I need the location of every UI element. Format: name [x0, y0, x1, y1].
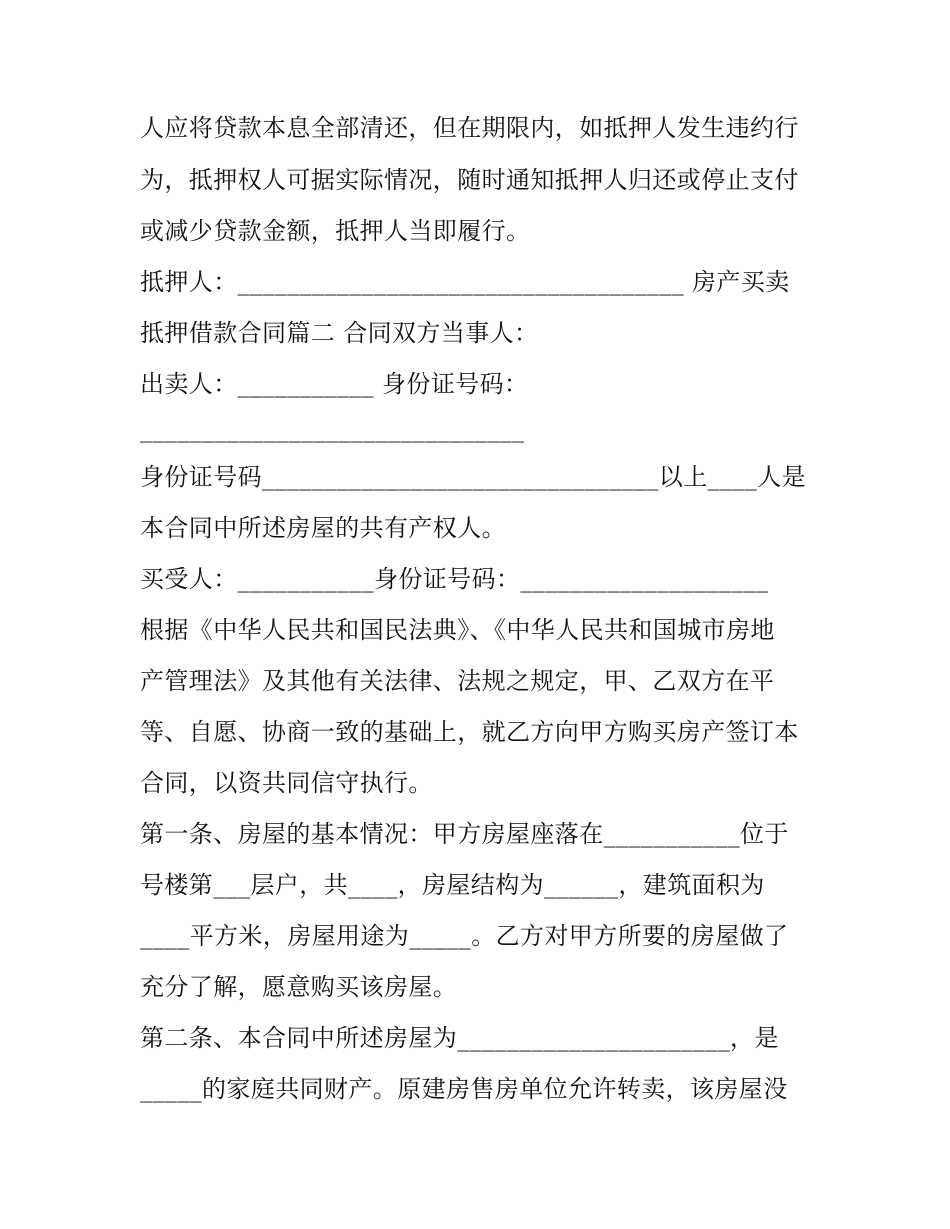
text-line: 抵押人：____________________________________ 房产买卖 [140, 268, 790, 296]
text-line: 或减少贷款金额，抵押人当即履行。 [140, 217, 531, 245]
text-line: 产管理法》及其他有关法律、法规之规定，甲、乙双方在平 [140, 667, 775, 695]
text-line: 号楼第___层户，共____，房屋结构为______，建筑面积为 [140, 871, 765, 899]
text-line: ____平方米，房屋用途为_____。乙方对甲方所要的房屋做了 [140, 922, 789, 950]
text-line: 合同，以资共同信守执行。 [140, 769, 433, 797]
text-line: 买受人：___________身份证号码：____________________ [140, 565, 769, 593]
text-line: _____的家庭共同财产。原建房售房单位允许转卖，该房屋没 [140, 1075, 788, 1103]
text-line: 身份证号码________________________________以上____人是 [140, 463, 806, 491]
text-line: 出卖人：___________ 身份证号码： [140, 370, 529, 398]
text-line: 第一条、房屋的基本情况：甲方房屋座落在___________位于 [140, 820, 789, 848]
text-line: 等、自愿、协商一致的基础上，就乙方向甲方购买房产签订本 [140, 718, 799, 746]
text-line: 充分了解，愿意购买该房屋。 [140, 973, 458, 1001]
text-line: 本合同中所述房屋的共有产权人。 [140, 514, 506, 542]
text-line: 根据《中华人民共和国民法典》、《中华人民共和国城市房地 [140, 616, 775, 644]
text-line: _______________________________ [140, 415, 525, 443]
text-line: 人应将贷款本息全部清还，但在期限内，如抵押人发生违约行 [140, 114, 799, 142]
text-line: 第二条、本合同中所述房屋为______________________，是 [140, 1024, 779, 1052]
text-line: 为，抵押权人可据实际情况，随时通知抵押人归还或停止支付 [140, 166, 799, 194]
text-line: 抵押借款合同篇二 合同双方当事人： [140, 319, 539, 347]
